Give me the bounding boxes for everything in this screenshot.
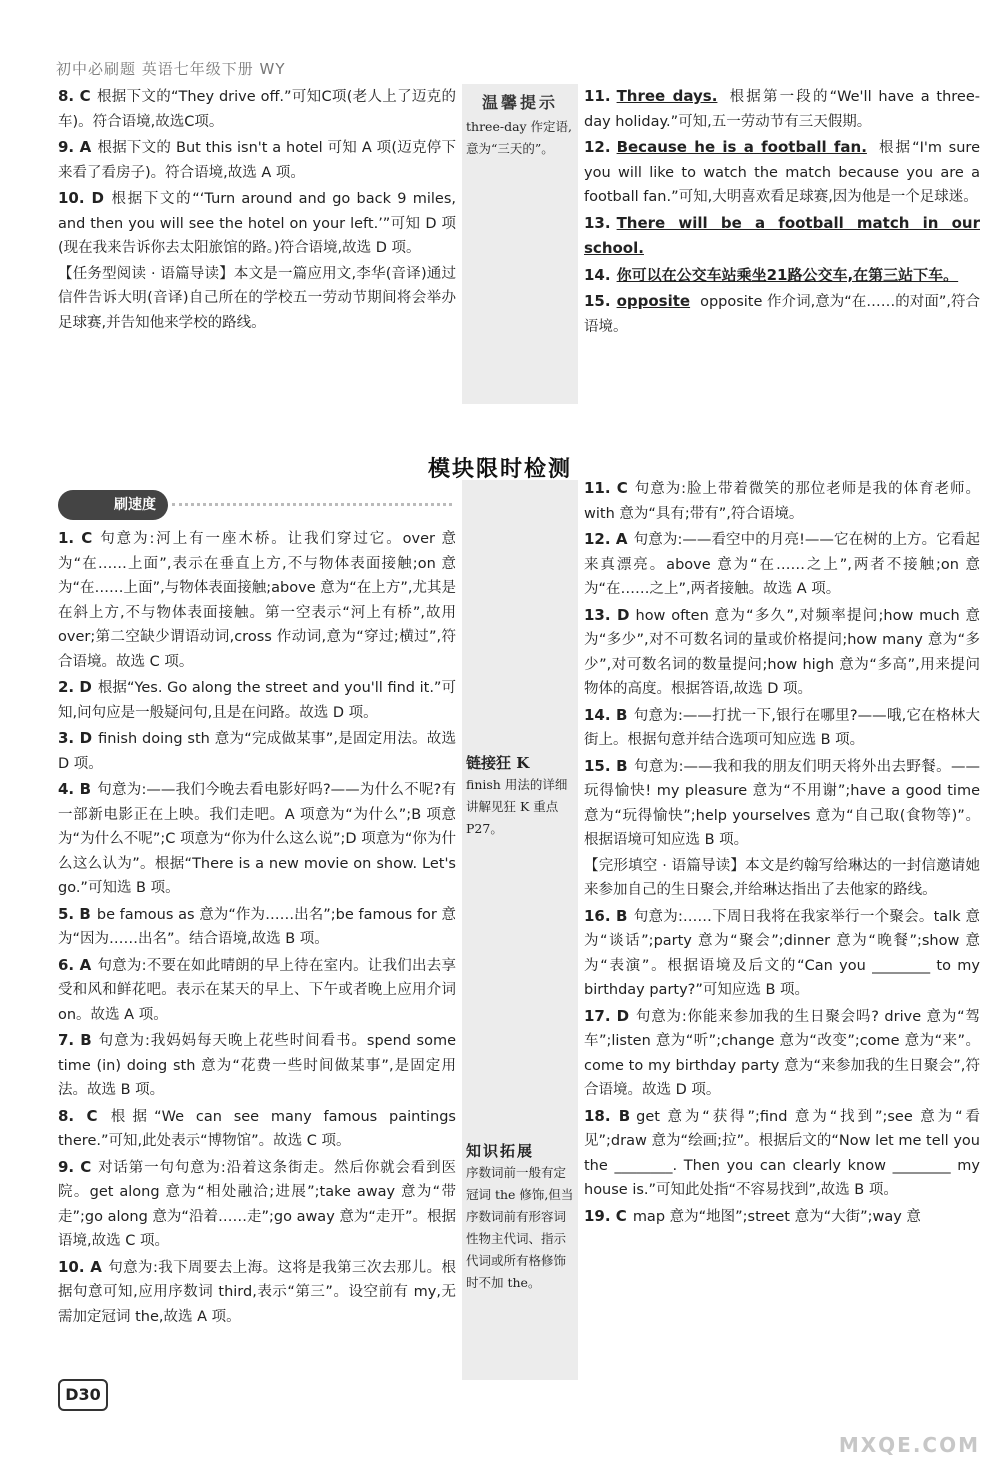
answer-item [58,902,456,952]
section-title: 模块限时检测 [427,457,572,482]
explanation-text: 句意为:——打扰一下,银行在哪里?——哦,它在格林大街上。根据句意并结合选项可知应选 B 项。 [584,707,980,748]
question-number: 12. A [584,530,628,548]
answer-item [584,904,980,1003]
link-note [466,752,574,840]
answer-item [584,527,980,602]
question-number: 16. B [584,906,628,925]
explanation-text: 句意为:——我和我的朋友们明天将外出去野餐。——玩得愉快! my pleasure 意为“不用谢”;have a good time 意为“玩得愉快”;help yourselves 意为“自己取(食物等)”。根据语境可知应选 B 项。 [584,758,980,848]
explanation-text: 根据第一段的“We'll have a three-day holiday.”可知,五一劳动节有三天假期。 [584,89,980,130]
answer-item [584,263,980,289]
explanation-text: get 意为“获得”;find 意为“找到”;see 意为“看见”;draw 意为“绘画;拉”。根据后文的“Now let me tell you the ________. Then you can clearly know ________ my house is.”可知此处指“不容易找到”,故选 B 项。 [584,1108,981,1198]
explanation-text: 句意为:——看空中的月亮!——它在树的上方。它看起来真漂亮。above 意为“在……之上”,两者不接触;on 意为“在……之上”,两者接触。故选 A 项。 [584,532,980,597]
answer-text: There will be a football match in our school. [584,213,980,257]
answer-item [58,84,456,134]
question-number: 12. [584,138,611,156]
answer-item [58,135,456,185]
question-number: 9. A [58,138,92,156]
question-number: 11. C [584,479,628,497]
bottom-left-column [58,526,456,1330]
explanation-text: be famous as 意为“作为……出名”;be famous for 意为“因为……出名”。结合语境,故选 B 项。 [58,906,457,947]
explanation-text: 句意为:你能来参加我的生日聚会吗? drive 意为“驾车”;listen 意为“听”;change 意为“改变”;come 意为“来”。come to my birthday party 意为“来参加我的生日聚会”,符合语境。故选 D 项。 [584,1008,980,1098]
question-number: 8. C [58,1106,98,1125]
answer-item [58,1155,456,1254]
answer-item [584,84,980,134]
watermark: MXQE.COM [838,1433,980,1457]
explanation-text: 对话第一句句意为:沿着这条街走。然后你就会看到医院。get along 意为“相处融洽;进展”;take away 意为“带走”;go along 意为“沿着……走”;go away 意为“走开”。根据语境,故选 C 项。 [58,1159,456,1249]
tip-title: 温馨提示 [482,93,559,112]
page-number: D30 [58,1379,108,1411]
badge-divider [172,503,452,510]
answer-item [584,211,980,262]
answer-item [584,703,980,753]
question-number: 1. C [58,529,93,547]
explanation-text: how often 意为“多久”,对频率提问;how much 意为“多少”,对不可数名词的量或价格提问;how many 意为“多少”,对可数名词的数量提问;how high 意为“多高”,用来提问物体的高度。根据答语,故选 D 项。 [584,607,980,697]
question-number: 17. D [584,1006,630,1025]
question-number: 5. B [58,904,91,923]
page-header: 初中必刷题 英语七年级下册 WY [56,60,286,78]
explanation-text: 根据下文的“‘Turn around and go back 9 miles, and then you will see the hotel on your left.’”可知 D 项(现在我来告诉你去太阳旅馆的路。)符合语境,故选 D 项。 [58,191,457,256]
question-number: 15. B [584,756,628,775]
answer-item [58,526,456,674]
explanation-text: 句意为:河上有一座木桥。让我们穿过它。over 意为“在……上面”,表示在垂直上方,不与物体表面接触;on 意为“在……上面”,与物体表面接触;above 意为“在上方”,尤其是在斜上方,不与物体表面接触。第一空表示“河上有桥”,故用 over;第二空缺少谓语动词,cross 作动词,意为“穿过;横过”,符合语境。故选 C 项。 [58,531,456,670]
answer-item [58,953,456,1028]
explanation-text: 根据下文的 But this isn't a hotel 可知 A 项(迈克停下来看了看房子)。符合语境,故选 A 项。 [58,140,457,181]
answer-item [584,1004,980,1103]
answer-text: 你可以在公交车站乘坐21路公交车,在第三站下车。 [616,265,959,284]
explanation-text: finish doing sth 意为“完成做某事”,是固定用法。故选 D 项。 [58,731,457,772]
question-number: 4. B [58,780,92,798]
knowledge-note [466,1140,574,1294]
question-number: 13. [584,213,611,232]
explanation-text: 句意为:脸上带着微笑的那位老师是我的体育老师。with 意为“具有;带有”,符合语境。 [584,481,980,522]
top-left-column [58,84,456,336]
answer-item [584,476,980,526]
answer-item [584,854,980,903]
answer-item [58,777,456,901]
link-note-text: finish 用法的详细讲解见狂 K 重点 P27。 [466,777,568,836]
question-number: 8. C [58,87,91,105]
explanation-text: 句意为:——我们今晚去看电影好吗?——为什么不呢?有一部新电影正在上映。我们走吧。A 项意为“为什么”;B 项意为“为什么不呢”;C 项意为“你为什么这么说”;D 项意为“你为什么这么认为”。根据“There is a new movie on show. Let's go.”可知选 B 项。 [58,782,456,896]
link-note-title: 链接狂 K [466,754,530,772]
explanation-text: 根据“We can see many famous paintings there.”可知,此处表示“博物馆”。故选 C 项。 [58,1108,456,1149]
answer-item [584,603,980,702]
explanation-text: 【完形填空 · 语篇导读】本文是约翰写给琳达的一封信邀请她来参加自己的生日聚会,并给琳达指出了去他家的路线。 [584,857,980,898]
answer-item [584,1204,980,1230]
explanation-text: 句意为:……下周日我将在我家举行一个聚会。talk 意为“谈话”;party 意为“聚会”;dinner 意为“晚餐”;show 意为“表演”。根据语境及后文的“Can you ________ to my birthday party?”可知应选 B 项。 [584,908,980,998]
explanation-text: 根据下文的“They drive off.”可知C项(老人上了迈克的车)。符合语境,故选C项。 [58,89,456,130]
speed-badge: 刷速度 [58,490,168,520]
explanation-text: 根据“I'm sure you will like to watch the match because you are a football fan.”可知,大明喜欢看足球赛,因为他是一个足球迷。 [584,140,980,205]
question-number: 6. A [58,955,92,974]
question-number: 10. A [58,1257,102,1276]
answer-item [58,726,456,776]
answer-item [584,289,980,339]
answer-item [58,186,456,261]
answer-item [58,1028,456,1103]
answer-item [58,1104,456,1154]
explanation-text: opposite 作介词,意为“在……的对面”,符合语境。 [584,294,980,335]
knowledge-note-text: 序数词前一般有定冠词 the 修饰,但当序数词前有形容词性物主代词、指示代词或所有格修饰时不加 the。 [466,1165,574,1290]
knowledge-note-title: 知识拓展 [466,1142,535,1160]
answer-item [58,262,456,336]
top-right-column [584,84,980,340]
answer-item [584,1104,980,1203]
answer-item [584,135,980,210]
explanation-text: 句意为:不要在如此晴朗的早上待在室内。让我们出去享受和风和鲜花吧。表示在某天的早上、下午或者晚上应用介词 on。故选 A 项。 [58,957,456,1023]
answer-item [58,1255,456,1330]
question-number: 15. [584,292,611,310]
answer-item [58,675,456,725]
answer-text: Because he is a football fan. [616,138,867,156]
explanation-text: map 意为“地图”;street 意为“大街”;way 意 [632,1208,921,1225]
question-number: 14. B [584,705,628,724]
question-number: 11. [584,87,611,105]
explanation-text: 句意为:我妈妈每天晚上花些时间看书。spend some time (in) doing sth 意为“花费一些时间做某事”,是固定用法。故选 B 项。 [58,1033,456,1098]
explanation-text: 根据“Yes. Go along the street and you'll find it.”可知,问句应是一般疑问句,且是在问路。故选 D 项。 [58,680,456,721]
question-number: 2. D [58,678,92,696]
explanation-text: 【任务型阅读 · 语篇导读】本文是一篇应用文,李华(音译)通过信件告诉大明(音译)自己所在的学校五一劳动节期间将会举办足球赛,并告知他来学校的路线。 [58,265,456,331]
answer-item [584,754,980,853]
question-number: 13. D [584,605,630,624]
question-number: 19. C [584,1206,627,1225]
question-number: 9. C [58,1157,92,1176]
explanation-text: 句意为:我下周要去上海。这将是我第三次去那儿。根据句意可知,应用序数词 third,表示“第三”。设空前有 my,无需加定冠词 the,故选 A 项。 [58,1259,456,1325]
question-number: 18. B [584,1106,631,1125]
question-number: 14. [584,265,611,284]
question-number: 3. D [58,729,93,747]
tip-text: three-day 作定语,意为“三天的”。 [466,119,573,156]
answer-text: Three days. [616,87,718,105]
answer-text: opposite [616,292,691,310]
question-number: 7. B [58,1031,92,1049]
question-number: 10. D [58,189,104,207]
bottom-right-column [584,476,980,1230]
